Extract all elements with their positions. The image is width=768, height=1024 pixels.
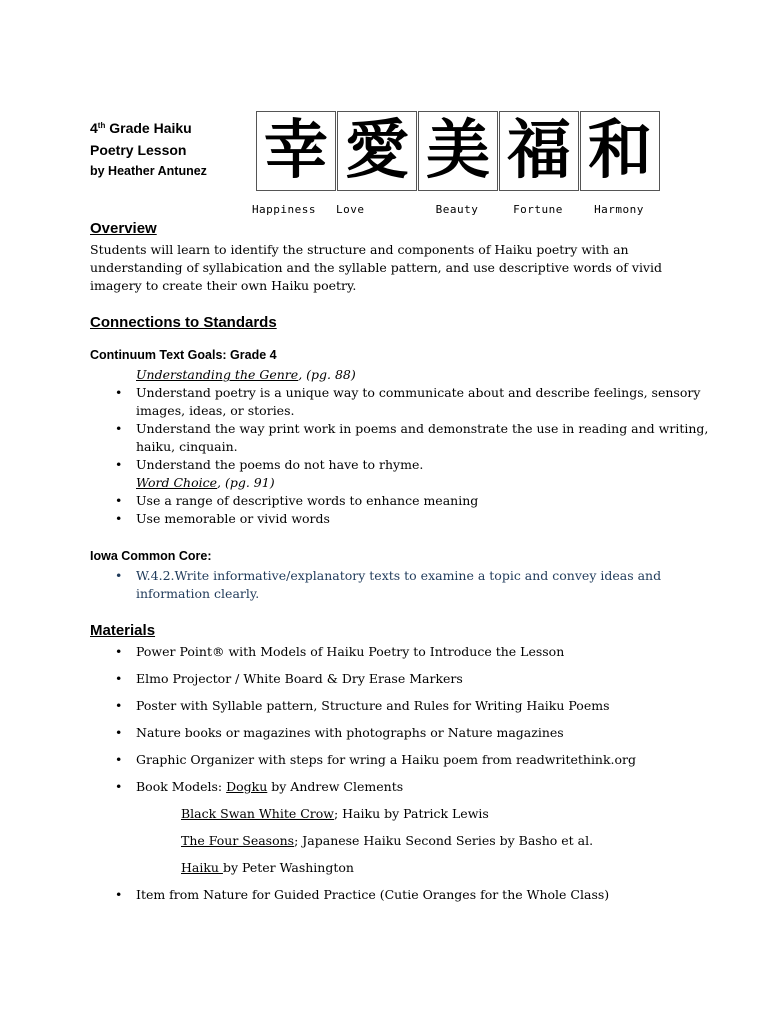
word-choice-heading-item <box>90 474 730 492</box>
author-line: by Heather Antunez <box>90 164 207 178</box>
book-rest: by Peter Washington <box>222 860 354 875</box>
continuum-list <box>90 366 730 528</box>
book-item <box>90 805 730 832</box>
list-item: • Use a range of descriptive words to enhance meaning <box>90 492 730 510</box>
overview-paragraph <box>90 241 730 295</box>
title-line-2: Poetry Lesson <box>90 142 187 158</box>
list-item <box>90 384 730 420</box>
list-item: • Graphic Organizer with steps for wring a Haiku poem from readwritethink.org <box>90 751 730 778</box>
list-item: • Use memorable or vivid words <box>90 510 730 528</box>
genre-page: , (pg. 88) <box>298 367 356 382</box>
kanji-banner <box>251 111 659 221</box>
list-item: • Elmo Projector / White Board & Dry Erase Markers <box>90 670 730 697</box>
kanji-label: Beauty <box>435 203 479 216</box>
title-line-1: 4th Grade Haiku <box>90 120 192 136</box>
book-title: Dogku <box>226 779 268 794</box>
standards-heading: Connections to Standards <box>90 314 277 331</box>
title-block <box>90 117 207 181</box>
word-choice-link[interactable]: Word Choice <box>136 475 218 490</box>
book-title: The Four Seasons <box>181 833 295 848</box>
list-item <box>90 420 730 456</box>
kanji-box-love <box>337 111 417 191</box>
iowa-label: Iowa Common Core: <box>90 549 212 563</box>
kanji-glyph: 愛 <box>345 114 409 188</box>
book-rest: by Andrew Clements <box>267 779 404 794</box>
list-item-line: haiku, cinquain. <box>136 439 238 454</box>
materials-list <box>90 643 730 913</box>
book-item <box>90 859 730 886</box>
continuum-label: Continuum Text Goals: Grade 4 <box>90 348 277 362</box>
book-rest: ; Haiku by Patrick Lewis <box>333 806 489 821</box>
list-item-line: information clearly. <box>136 586 260 601</box>
list-item-line: • Understand the way print work in poems and demonstrate the use in reading and writing, <box>136 421 709 436</box>
kanji-label: Harmony <box>594 203 644 216</box>
kanji-box-happiness <box>256 111 336 191</box>
overview-line: Students will learn to identify the structure and components of Haiku poetry with an <box>90 242 629 257</box>
kanji-box-fortune <box>499 111 579 191</box>
kanji-glyph: 福 <box>507 114 571 188</box>
book-title: Haiku <box>181 860 223 875</box>
word-choice-page: , (pg. 91) <box>217 475 275 490</box>
materials-heading: Materials <box>90 622 156 639</box>
genre-heading-item <box>90 366 730 384</box>
overview-line: imagery to create their own Haiku poetry. <box>90 278 357 293</box>
kanji-label: Happiness <box>251 203 317 216</box>
list-item-line: • Understand poetry is a unique way to communicate about and describe feelings, sensory <box>136 385 701 400</box>
list-item: • Power Point® with Models of Haiku Poetry to Introduce the Lesson <box>90 643 730 670</box>
overview-heading: Overview <box>90 220 157 237</box>
list-item-line: • W.4.2.Write informative/explanatory texts to examine a topic and convey ideas and <box>136 568 662 583</box>
list-item <box>90 456 730 474</box>
list-item: • Poster with Syllable pattern, Structure and Rules for Writing Haiku Poems <box>90 697 730 724</box>
list-item: • Nature books or magazines with photographs or Nature magazines <box>90 724 730 751</box>
kanji-glyph: 幸 <box>264 114 328 188</box>
kanji-glyph: 美 <box>426 114 490 188</box>
iowa-list <box>90 567 730 603</box>
kanji-label: Fortune <box>513 203 563 216</box>
overview-line: understanding of syllabication and the syllable pattern, and use descriptive words of vivid <box>90 260 662 275</box>
book-models-item <box>90 778 730 805</box>
kanji-label: Love <box>336 203 365 216</box>
book-item <box>90 832 730 859</box>
list-item-line: • Understand the poems do not have to rhyme. <box>136 457 424 472</box>
list-item-line: images, ideas, or stories. <box>136 403 295 418</box>
kanji-glyph: 和 <box>588 114 652 188</box>
genre-link[interactable]: Understanding the Genre <box>136 367 299 382</box>
kanji-box-harmony <box>580 111 660 191</box>
list-item <box>90 567 730 603</box>
list-item: • Item from Nature for Guided Practice (Cutie Oranges for the Whole Class) <box>90 886 730 913</box>
book-rest: ; Japanese Haiku Second Series by Basho et al. <box>294 833 594 848</box>
kanji-box-beauty <box>418 111 498 191</box>
book-title: Black Swan White Crow <box>181 806 334 821</box>
book-models-prefix: Book Models: <box>136 779 227 794</box>
